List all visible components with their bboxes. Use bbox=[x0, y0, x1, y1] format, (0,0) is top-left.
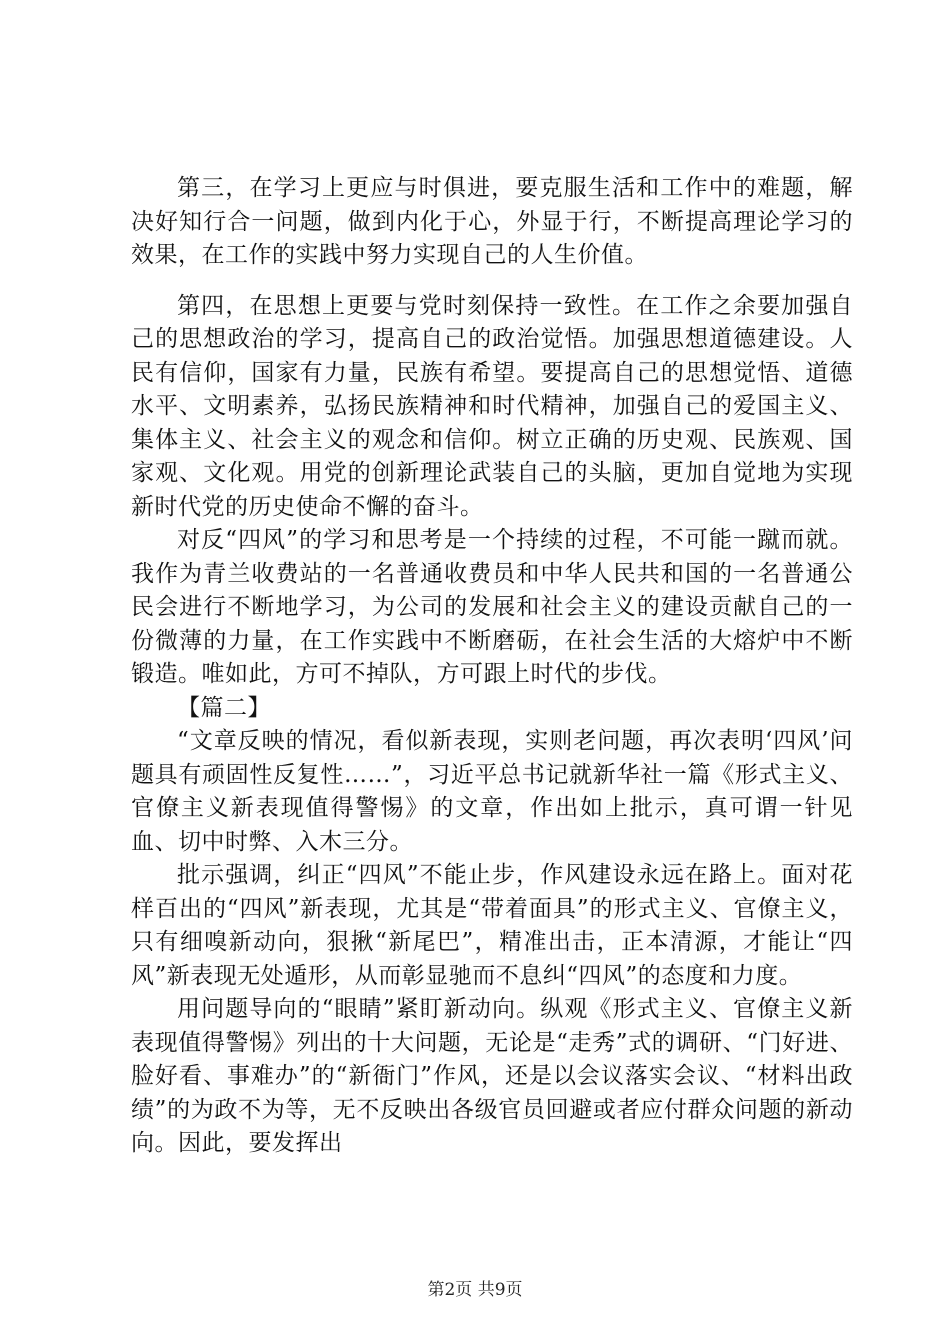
paragraph-quote: “文章反映的情况，看似新表现，实则老问题，再次表明‘四风’问题具有顽固性反复性……”，习近平总书记就新华社一篇《形式主义、官僚主义新表现值得警惕》的文章，作出如上批示，真可谓一针见血、切中时弊、入木三分。 bbox=[131, 728, 853, 855]
paragraph-third-point: 第三，在学习上更应与时俱进，要克服生活和工作中的难题，解决好知行合一问题，做到内化于心，外显于行，不断提高理论学习的效果，在工作的实践中努力实现自己的人生价值。 bbox=[131, 175, 853, 268]
paragraph-fourth-point: 第四，在思想上更要与党时刻保持一致性。在工作之余要加强自己的思想政治的学习，提高自己的政治觉悟。加强思想道德建设。人民有信仰，国家有力量，民族有希望。要提高自己的思想觉悟、道德水平、文明素养，弘扬民族精神和时代精神，加强自己的爱国主义、集体主义、社会主义的观念和信仰。树立正确的历史观、民族观、国家观、文化观。用党的创新理论武装自己的头脑，更加自觉地为实现新时代党的历史使命不懈的奋斗。 bbox=[131, 292, 853, 520]
paragraph-problem-oriented: 用问题导向的“眼睛”紧盯新动向。纵观《形式主义、官僚主义新表现值得警惕》列出的十大问题，无论是“走秀”式的调研、“门好进、脸好看、事难办”的“新衙门”作风，还是以会议落实会议、“材料出政绩”的为政不为等，无不反映出各级官员回避或者应付群众问题的新动向。因此，要发挥出 bbox=[131, 996, 853, 1156]
document-body bbox=[131, 172, 853, 1161]
paragraph-reflection: 对反“四风”的学习和思考是一个持续的过程，不可能一蹴而就。我作为青兰收费站的一名普通收费员和中华人民共和国的一名普通公民会进行不断地学习，为公司的发展和社会主义的建设贡献自己的一份微薄的力量，在工作实践中不断磨砺，在社会生活的大熔炉中不断锻造。唯如此，方可不掉队，方可跟上时代的步伐。 bbox=[131, 527, 853, 687]
page-number-footer: 第2页 共9页 bbox=[427, 1280, 523, 1300]
paragraph-instruction: 批示强调，纠正“四风”不能止步，作风建设永远在路上。面对花样百出的“四风”新表现，尤其是“带着面具”的形式主义、官僚主义，只有细嗅新动向，狠揪“新尾巴”，精准出击，正本清源，才能让“四风”新表现无处遁形，从而彰显驰而不息纠“四风”的态度和力度。 bbox=[131, 862, 853, 989]
section-heading: 【篇二】 bbox=[177, 694, 271, 721]
